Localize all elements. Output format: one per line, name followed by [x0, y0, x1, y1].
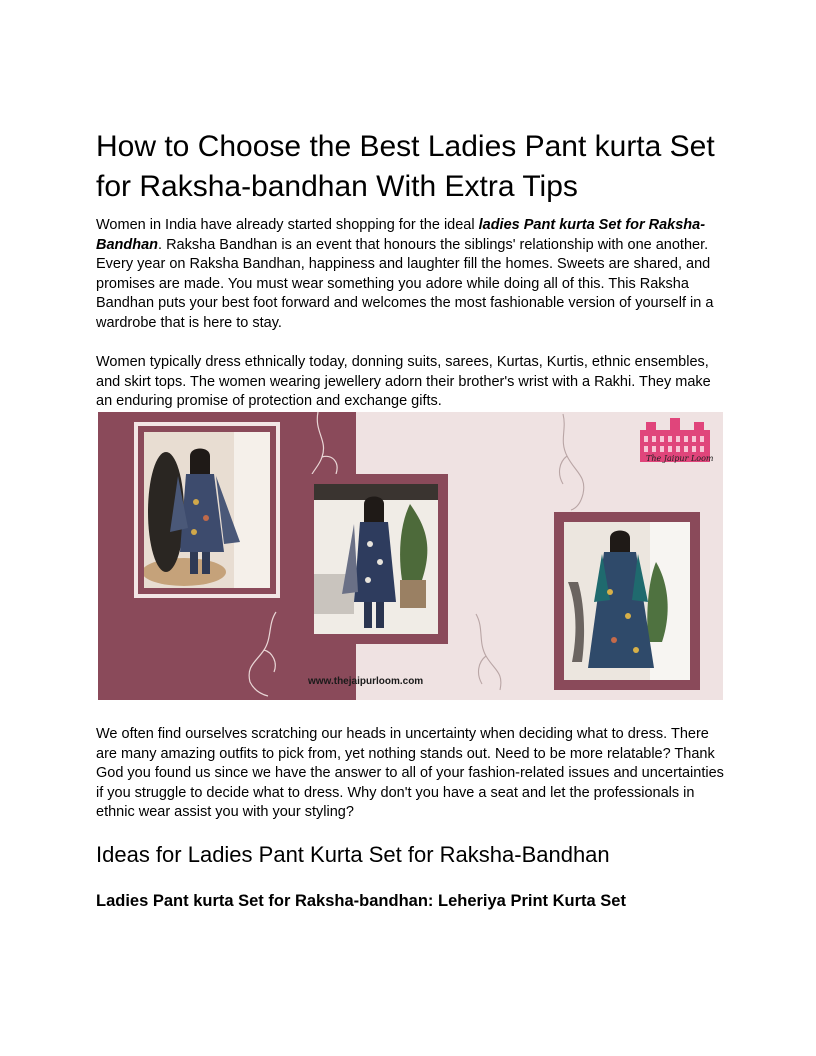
website-url: www.thejaipurloom.com	[308, 676, 424, 687]
subsection-heading: Ladies Pant kurta Set for Raksha-bandhan: Leheriya Print Kurta Set	[96, 892, 626, 910]
banner-image	[98, 412, 723, 700]
section-heading: Ideas for Ladies Pant Kurta Set for Raksha-Bandhan	[96, 842, 610, 867]
hand-doodle-bottom-left	[238, 608, 288, 698]
hand-doodle-bottom-center	[468, 608, 513, 698]
model-photo-center	[314, 484, 438, 634]
paragraph-ethnic-dress: Women typically dress ethnically today, donning suits, sarees, Kurtas, Kurtis, ethnic ensembles, and skirt tops. The women wearing jewellery adorn their brother's wrist with a Rakhi. They make an enduring promise of protection and exchange gifts.	[96, 354, 711, 410]
model-left-illustration	[144, 432, 270, 588]
intro-emphasis-link[interactable]: ladies Pant kurta Set for Raksha-Bandhan	[96, 217, 706, 253]
photo-frame-left	[134, 422, 280, 598]
model-photo-right	[564, 522, 690, 680]
photo-frame-center	[304, 474, 448, 644]
intro-paragraph	[96, 216, 726, 334]
hand-doodle-top-right	[553, 412, 603, 512]
model-center-illustration	[314, 484, 438, 634]
intro-text-start: Women in India have already started shopping for the ideal	[96, 217, 479, 233]
logo-wordmark: The Jaipur Loom	[646, 454, 714, 463]
article-title: How to Choose the Best Ladies Pant kurta Set for Raksha-bandhan With Extra Tips	[96, 130, 715, 203]
intro-text-end: . Raksha Bandhan is an event that honours the siblings' relationship with one another. Every year on Raksha Bandhan, happiness and laughter fill the homes. Sweets are shared, and promises are made. You must wear something you adore while doing all of this. This Raksha Bandhan puts your best foot forward and welcomes the most fashionable version of yourself in a wardrobe that is here to stay.	[96, 236, 714, 331]
model-right-illustration	[564, 522, 690, 680]
paragraph-uncertainty: We often find ourselves scratching our heads in uncertainty when deciding what to dress. There are many amazing outfits to pick from, yet nothing stands out. Need to be more relatable? Thank God you found us since we have the answer to all of your fashion-related issues and uncertainties if you struggle to decide what to dress. Why don't you have a seat and let the professionals in ethnic wear assist you with your styling?	[96, 726, 724, 821]
model-photo-left	[144, 432, 270, 588]
photo-frame-right	[554, 512, 700, 690]
